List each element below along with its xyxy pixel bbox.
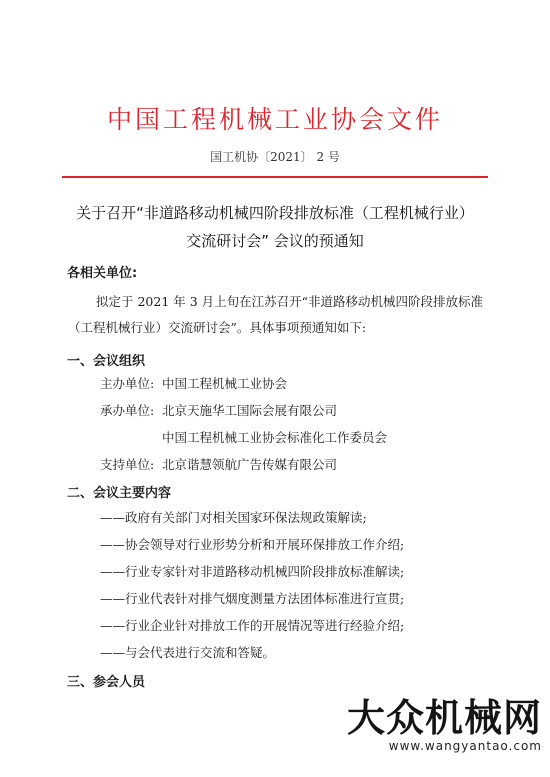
supporter-label: 支持单位: bbox=[100, 457, 155, 472]
notice-heading bbox=[52, 199, 498, 255]
undertaker-label: 承办单位: bbox=[100, 403, 155, 418]
content-item: ——协会领导对行业形势分析和开展环保排放工作介绍; bbox=[100, 537, 405, 552]
section-3-title: 三、参会人员 bbox=[67, 675, 146, 690]
organizer-value: 中国工程机械工业协会 bbox=[162, 376, 288, 391]
supporter-value: 北京谐慧领航广告传媒有限公司 bbox=[162, 457, 338, 472]
document-number: 国工机协〔2021〕 2 号 bbox=[210, 150, 340, 164]
salutation: 各相关单位: bbox=[67, 266, 138, 281]
content-item: ——政府有关部门对相关国家环保法规政策解读; bbox=[100, 510, 367, 525]
document-header-title: 中国工程机械工业协会文件 bbox=[106, 105, 443, 134]
notice-heading-line-1: 关于召开“非道路移动机械四阶段排放标准（工程机械行业） bbox=[76, 204, 474, 222]
watermark-url: www.wangyantao.com bbox=[388, 739, 542, 753]
section-2-title: 二、会议主要内容 bbox=[67, 486, 172, 501]
undertaker-value-2: 中国工程机械工业协会标准化工作委员会 bbox=[162, 430, 388, 445]
watermark-brand: 大众机械网 bbox=[346, 696, 542, 740]
supporter-row bbox=[100, 455, 337, 473]
undertaker-row bbox=[100, 401, 337, 419]
undertaker-value-1: 北京天施华工国际会展有限公司 bbox=[162, 403, 338, 418]
organizer-label: 主办单位: bbox=[100, 376, 155, 391]
content-item: ——行业代表针对排气烟度测量方法团体标准进行宣贯; bbox=[100, 591, 405, 606]
organizer-row bbox=[100, 374, 287, 392]
site-watermark bbox=[342, 695, 542, 753]
intro-paragraph: 拟定于 2021 年 3 月上旬在江苏召开“非道路移动机械四阶段排放标准（工程机械行业）交流研讨会”。具体事项预通知如下: bbox=[68, 294, 484, 335]
section-1-title: 一、会议组织 bbox=[67, 354, 146, 369]
red-divider bbox=[62, 176, 488, 178]
content-item: ——与会代表进行交流和答疑。 bbox=[100, 645, 276, 660]
content-item: ——行业专家针对非道路移动机械四阶段排放标准解读; bbox=[100, 564, 405, 579]
notice-heading-line-2: 交流研讨会” 会议的预通知 bbox=[186, 232, 364, 250]
content-item: ——行业企业针对排放工作的开展情况等进行经验介绍; bbox=[100, 618, 405, 633]
